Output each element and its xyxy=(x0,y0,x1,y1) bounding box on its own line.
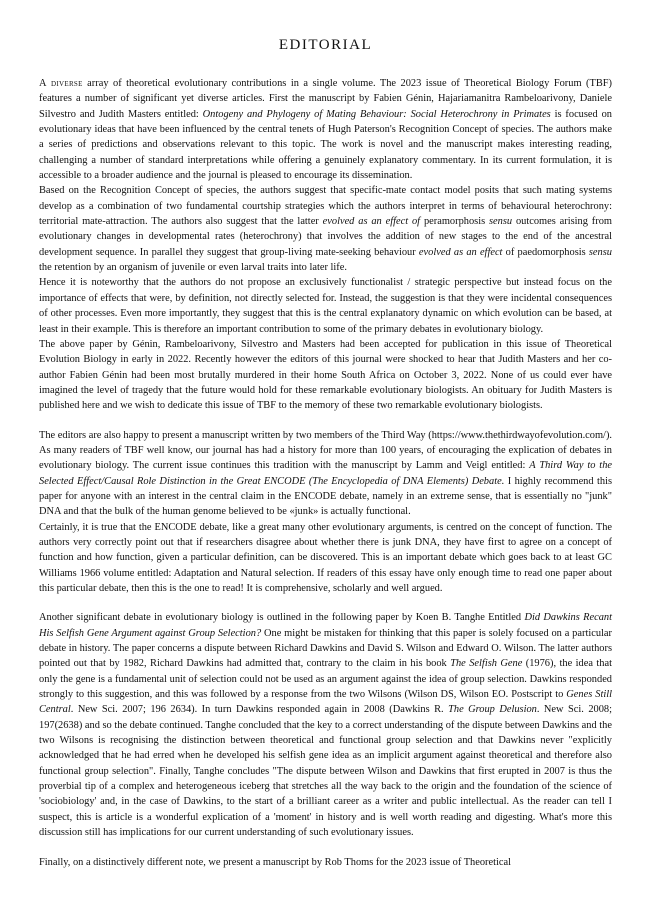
paragraph-noteworthy: Hence it is noteworthy that the authors do not propose an exclusively functionalist / strategic perspective but instead focus on the importance of effects that were, by definition, not directly selected for. Instead, the suggestion is that they were incidental consequences of other processes. Even more importantly, they suggest that this is the central explanatory dynamic on which evolution can be based, at least in their example. This is therefore an important contribution to some of the primary debates in evolutionary biology. xyxy=(39,277,612,335)
article-title: A Third Way to the Selected Effect/Causal Role Distinction in the Great ENCODE (The Encyclopedia of DNA Elements) Debate. xyxy=(39,460,612,487)
paragraph-dedication: The above paper by Génin, Rambeloarivony, Silvestro and Masters had been accepted for publication in this issue of Theoretical Evolution Biology in early in 2022. Recently however the editors of this journal were shocked to hear that Judith Masters and her co-author Fabien Génin had been most brutally murdered in their home South Africa on October 3, 2022. None of us could ever have imagined the level of tragedy that the future would hold for these remarkable evolutionary biologists. An obituary for Judith Masters is published here and we wish to dedicate this issue of TBF to the memory of these two remarkable evolutionary biologists. xyxy=(39,338,612,412)
paragraph-final: Finally, on a distinctively different note, we present a manuscript by Rob Thoms for the 2023 issue of Theoretical xyxy=(39,856,511,868)
paragraph-third-way: The editors are also happy to present a manuscript written by two members of the Third Way (https://www.thethirdwayofevolution.com/). As many readers of TBF well know, our journal has had a history for more than 100 years, of encouraging the explication of debates in evolutionary biology. The current issue continues this tradition with the manuscript by Lamm and Veigl entitled: A Third Way to the Selected Effect/Causal Role Distinction in the Great ENCODE (The Encyclopedia of DNA Elements) Debate. I highly recommend this paper for anyone with an interest in the central claim in the ENCODE debate, namely in an extreme sense, that is essentially no "junk" DNA and that the bulk of the human genome believed to be «junk» is actually functional. xyxy=(39,429,612,518)
page-title: EDITORIAL xyxy=(278,37,373,53)
paragraph-intro: A diverse array of theoretical evolutionary contributions in a single volume. The 2023 issue of Theoretical Biology Forum (TBF) features a number of significant yet diverse articles. First the manuscript by Fabien Génin, Hajariamanitra Rambeloarivony, Daniele Silvestro and Judith Masters entitled: Ontogeny and Phylogeny of Mating Behaviour: Social Heterochrony in Primates is focused on evolutionary ideas that have been influenced by the central tenets of Hugh Paterson's Recognition Concept of species. The authors make a series of predictions and observations relevant to this topic. The work is novel and the manuscript makes interesting reading, challenging a number of standard interpretations while offering a genuinely explanatory commentary. In its current formulation, it is accessible to a broader audience and the journal is pleased to encourage its dissemination. xyxy=(39,78,612,182)
paragraph-dawkins: Another significant debate in evolutionary biology is outlined in the following paper by Koen B. Tanghe Entitled Did Dawkins Recant His Selfish Gene Argument against Group Selection? One might be mistaken for thinking that this paper is solely focused on a particular debate in history. The paper concerns a dispute between Richard Dawkins and David S. Wilson and Edward O. Wilson. The latter authors pointed out that by 1982, Richard Dawkins had admitted that, contrary to the claim in his book The Selfish Gene (1976), the idea that only the gene is a fundamental unit of selection could not be used as an argument against the idea of group selection. Dawkins responded strongly to this suggestion, and this was followed by a response from the two Wilsons (Wilson DS, Wilson EO. Postscript to Genes Still Central. New Sci. 2007; 196 2634). In turn Dawkins responded again in 2008 (Dawkins R. The Group Delusion. New Sci. 2008; 197(2638) and so the debate continued. Tanghe concluded that the key to a correct understanding of the dispute between Dawkins and the two Wilsons is recognising the distinction between theoretical and functional group selection and that Dawkins never "explicitly acknowledged that he had erred when he developed his selfish gene idea as an implicit argument against theoretical and therefore also functional group selection". Finally, Tanghe concludes "The dispute between Wilson and Dawkins that first erupted in 2007 is thus the proverbial tip of a complex and heterogeneous iceberg that stretches all the way back to the origin and the foundation of the science of 'sociobiology' and, in the case of Dawkins, to the start of a brilliant career as a writer and public intellectual. As the reader can tell I suspect, this is article is a wonderful explication of a 'moment' in history and is well worth reading and digesting. What's more this discussion still has implications for our current understanding of such evolutionary issues. xyxy=(39,612,612,839)
article-title: Did Dawkins Recant His Selfish Gene Argument against Group Selection? xyxy=(39,612,612,639)
paragraph-recognition-concept: Based on the Recognition Concept of species, the authors suggest that specific-mate contact model posits that such mating systems develop as a combination of two fundamental courtship strategies which the authors interpret in terms of behavioural heterochrony: territorial mate-attraction. The authors also suggest that the latter evolved as an effect of peramorphosis sensu outcomes arising from evolutionary changes in developmental rates (heterochrony) that involves the addition of new stages to the end of the ancestral development sequence. In parallel they suggest that group-living mate-seeking behaviour evolved as an effect of paedomorphosis sensu the retention by an organism of juvenile or even larval traits into later life. xyxy=(39,185,613,274)
lead-small-caps: A diverse xyxy=(39,78,83,89)
paragraph-encode: Certainly, it is true that the ENCODE debate, like a great many other evolutionary arguments, is centred on the concept of function. The authors very correctly point out that if researchers disagree about whether there is junk DNA, they have first to agree on a concept of function and how function, given a particular definition, can be discovered. This is an important debate which goes back to at least GC Williams 1966 volume entitled: Adaptation and Natural selection. If readers of this essay have only enough time to read one paper about this particular debate, then this is the one to read! It is comprehensive, scholarly and well argued. xyxy=(39,521,612,594)
article-title: Ontogeny and Phylogeny of Mating Behaviour: Social Heterochrony in Primates xyxy=(202,108,551,120)
